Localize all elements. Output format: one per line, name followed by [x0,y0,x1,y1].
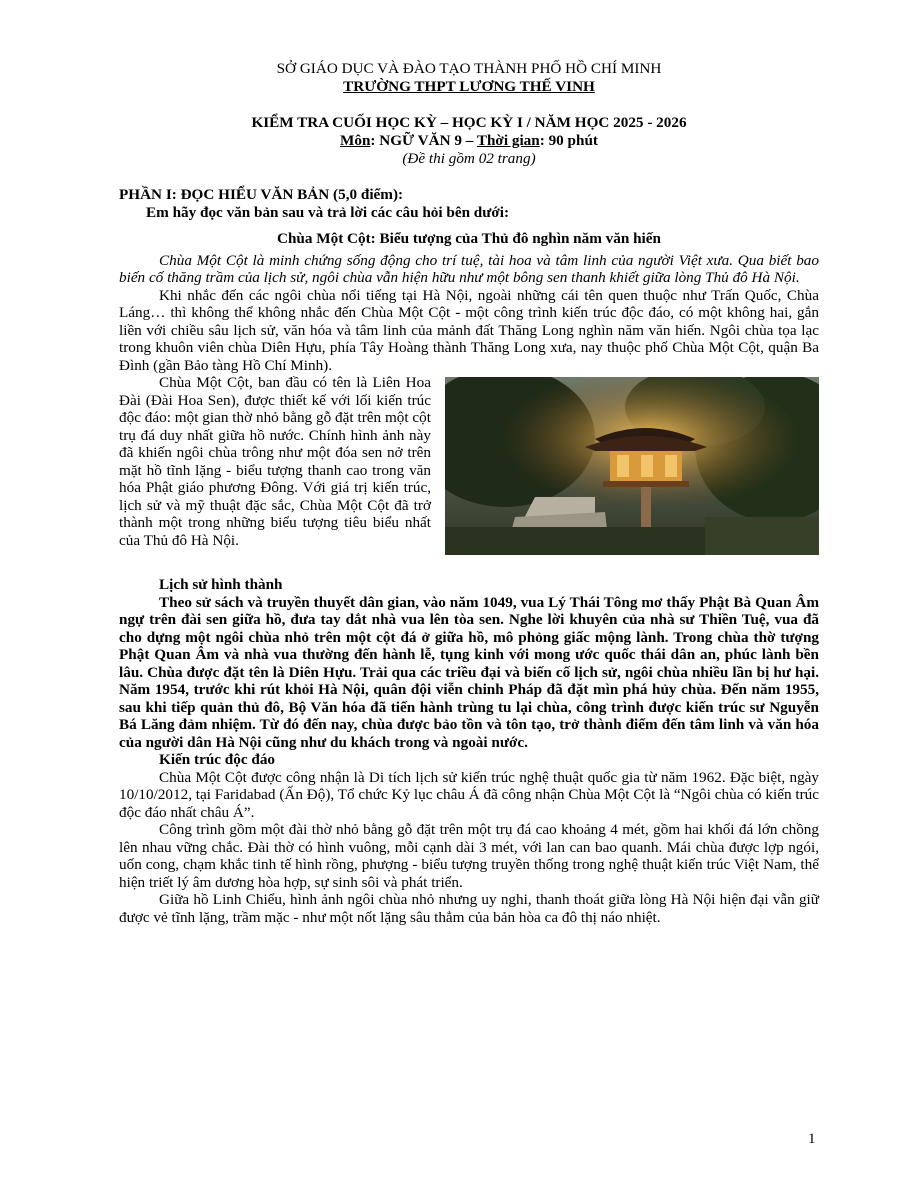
article-lead: Chùa Một Cột là minh chứng sống động cho trí tuệ, tài hoa và tâm linh của người Việt xưa. Qua biết bao biến cố thăng trầm của lịch sử, ngôi chùa vẫn hiện hữu như một bông sen thanh khiết giữa lòng Thủ đô Hà Nội. [119,251,819,286]
time-value: : 90 phút [539,132,598,149]
document-header [119,60,819,168]
subject-label: Môn [340,132,371,149]
school-name: TRƯỜNG THPT LƯƠNG THẾ VINH [343,78,595,95]
time-label: Thời gian [476,132,540,149]
architecture-paragraph-2: Công trình gồm một đài thờ nhỏ bằng gỗ đặt trên một trụ đá cao khoảng 4 mét, gồm hai khối đá lớn chồng lên nhau vững chắc. Đài thờ có hình vuông, mỗi cạnh dài 3 mét, với lan can bao quanh. Mái chùa được lợp ngói, uốn cong, chạm khắc tinh tế hình rồng, phượng - biểu tượng truyền thống trong nghệ thuật kiến trúc Việt Nam, thể hiện triết lý âm dương hòa hợp, sự sinh sôi và phát triển. [119,821,819,891]
history-heading: Lịch sử hình thành [159,576,283,593]
pages-note: (Đề thi gồm 02 trang) [402,150,536,167]
article-paragraph-1: Khi nhắc đến các ngôi chùa nổi tiếng tại Hà Nội, ngoài những cái tên quen thuộc như Trấn Quốc, Chùa Láng… thì không thể không nhắc đến Chùa Một Cột - một công trình kiến trúc độc đáo, có một không hai, gắn liền với chiều sâu lịch sử, văn hóa và tâm linh của mảnh đất Thăng Long nghìn năm văn hiến. Ngôi chùa tọa lạc trong khuôn viên chùa Diên Hựu, phía Tây Hoàng thành Thăng Long xưa, nay thuộc phố Chùa Một Cột, quận Ba Đình (gần Bảo tàng Hồ Chí Minh). [119,286,819,374]
history-text: Theo sử sách và truyền thuyết dân gian, vào năm 1049, vua Lý Thái Tông mơ thấy Phật Bà Quan Âm ngự trên đài sen giữa hồ, đưa tay dắt nhà vua lên tòa sen. Nghe lời khuyên của nhà sư Thiền Tuệ, vua đã cho dựng một ngôi chùa nhỏ trên một cột đá ở giữa hồ, mô phỏng giấc mộng lành. Trong chùa thờ tượng Phật Quan Âm và nhà vua thường đến hành lễ, tụng kinh với mong ước quốc thái dân an, phúc lành bền lâu. Chùa được đặt tên là Diên Hựu. Trải qua các triều đại và biến cố lịch sử, ngôi chùa nhiều lần bị hư hại. Năm 1954, trước khi rút khỏi Hà Nội, quân đội viễn chinh Pháp đã đặt mìn phá hủy chùa. Đến năm 1955, sau khi tiếp quản thủ đô, Bộ Văn hóa đã tiến hành trùng tu lại chùa, công trình được kiến trúc sư Nguyễn Bá Lăng đảm nhiệm. Từ đó đến nay, chùa được bảo tồn và tôn tạo, trở thành điểm đến tâm linh và văn hóa của người dân Hà Nội cũng như du khách trong và ngoài nước. [119,593,819,751]
article-paragraph-2: Chùa Một Cột, ban đầu có tên là Liên Hoa Đài (Đài Hoa Sen), được thiết kế với lối kiến trúc độc đáo: một gian thờ nhỏ bằng gỗ đặt trên một cột trụ đá duy nhất giữa hồ nước. Chính hình ảnh này đã khiến ngôi chùa trông như một đóa sen nở trên mặt hồ tĩnh lặng - biểu tượng thanh cao trong văn hóa Phật giáo phương Đông. Với giá trị kiến trúc, lịch sử và mỹ thuật đặc sắc, Chùa Một Cột đã trở thành một trong những biểu tượng tiêu biểu nhất của Thủ đô Hà Nội. [119,374,431,549]
subject-line [119,132,819,150]
subject-value: : NGỮ VĂN 9 – [370,132,477,149]
page-number: 1 [808,1131,816,1147]
architecture-paragraph-1: Chùa Một Cột được công nhận là Di tích lịch sử kiến trúc nghệ thuật quốc gia từ năm 1962. Đặc biệt, ngày 10/10/2012, tại Faridabad (Ấn Độ), Tổ chức Kỷ lục châu Á đã công nhận Chùa Một Cột là “Ngôi chùa có kiến trúc độc đáo nhất châu Á”. [119,768,819,821]
one-pillar-pagoda-photo [445,377,819,555]
article-title: Chùa Một Cột: Biểu tượng của Thủ đô nghìn năm văn hiến [277,230,661,247]
architecture-paragraph-3: Giữa hồ Linh Chiểu, hình ảnh ngôi chùa nhỏ nhưng uy nghi, thanh thoát giữa lòng Hà Nội hiện đại vẫn giữ được vẻ tĩnh lặng, trầm mặc - như một nốt lặng sâu thẳm của bản hòa ca đô thị náo nhiệt. [119,891,819,926]
page-content [119,60,819,926]
architecture-heading: Kiến trúc độc đáo [159,751,276,768]
part1-instruction: Em hãy đọc văn bản sau và trả lời các câu hỏi bên dưới: [146,203,510,221]
photo-paragraph [119,374,819,549]
exam-title: KIỂM TRA CUỐI HỌC KỲ – HỌC KỲ I / NĂM HỌC 2025 - 2026 [251,114,687,131]
department-name: SỞ GIÁO DỤC VÀ ĐÀO TẠO THÀNH PHỐ HỒ CHÍ MINH [276,60,662,77]
part1-title: PHẦN I: ĐỌC HIỂU VĂN BẢN (5,0 điểm): [119,186,404,203]
